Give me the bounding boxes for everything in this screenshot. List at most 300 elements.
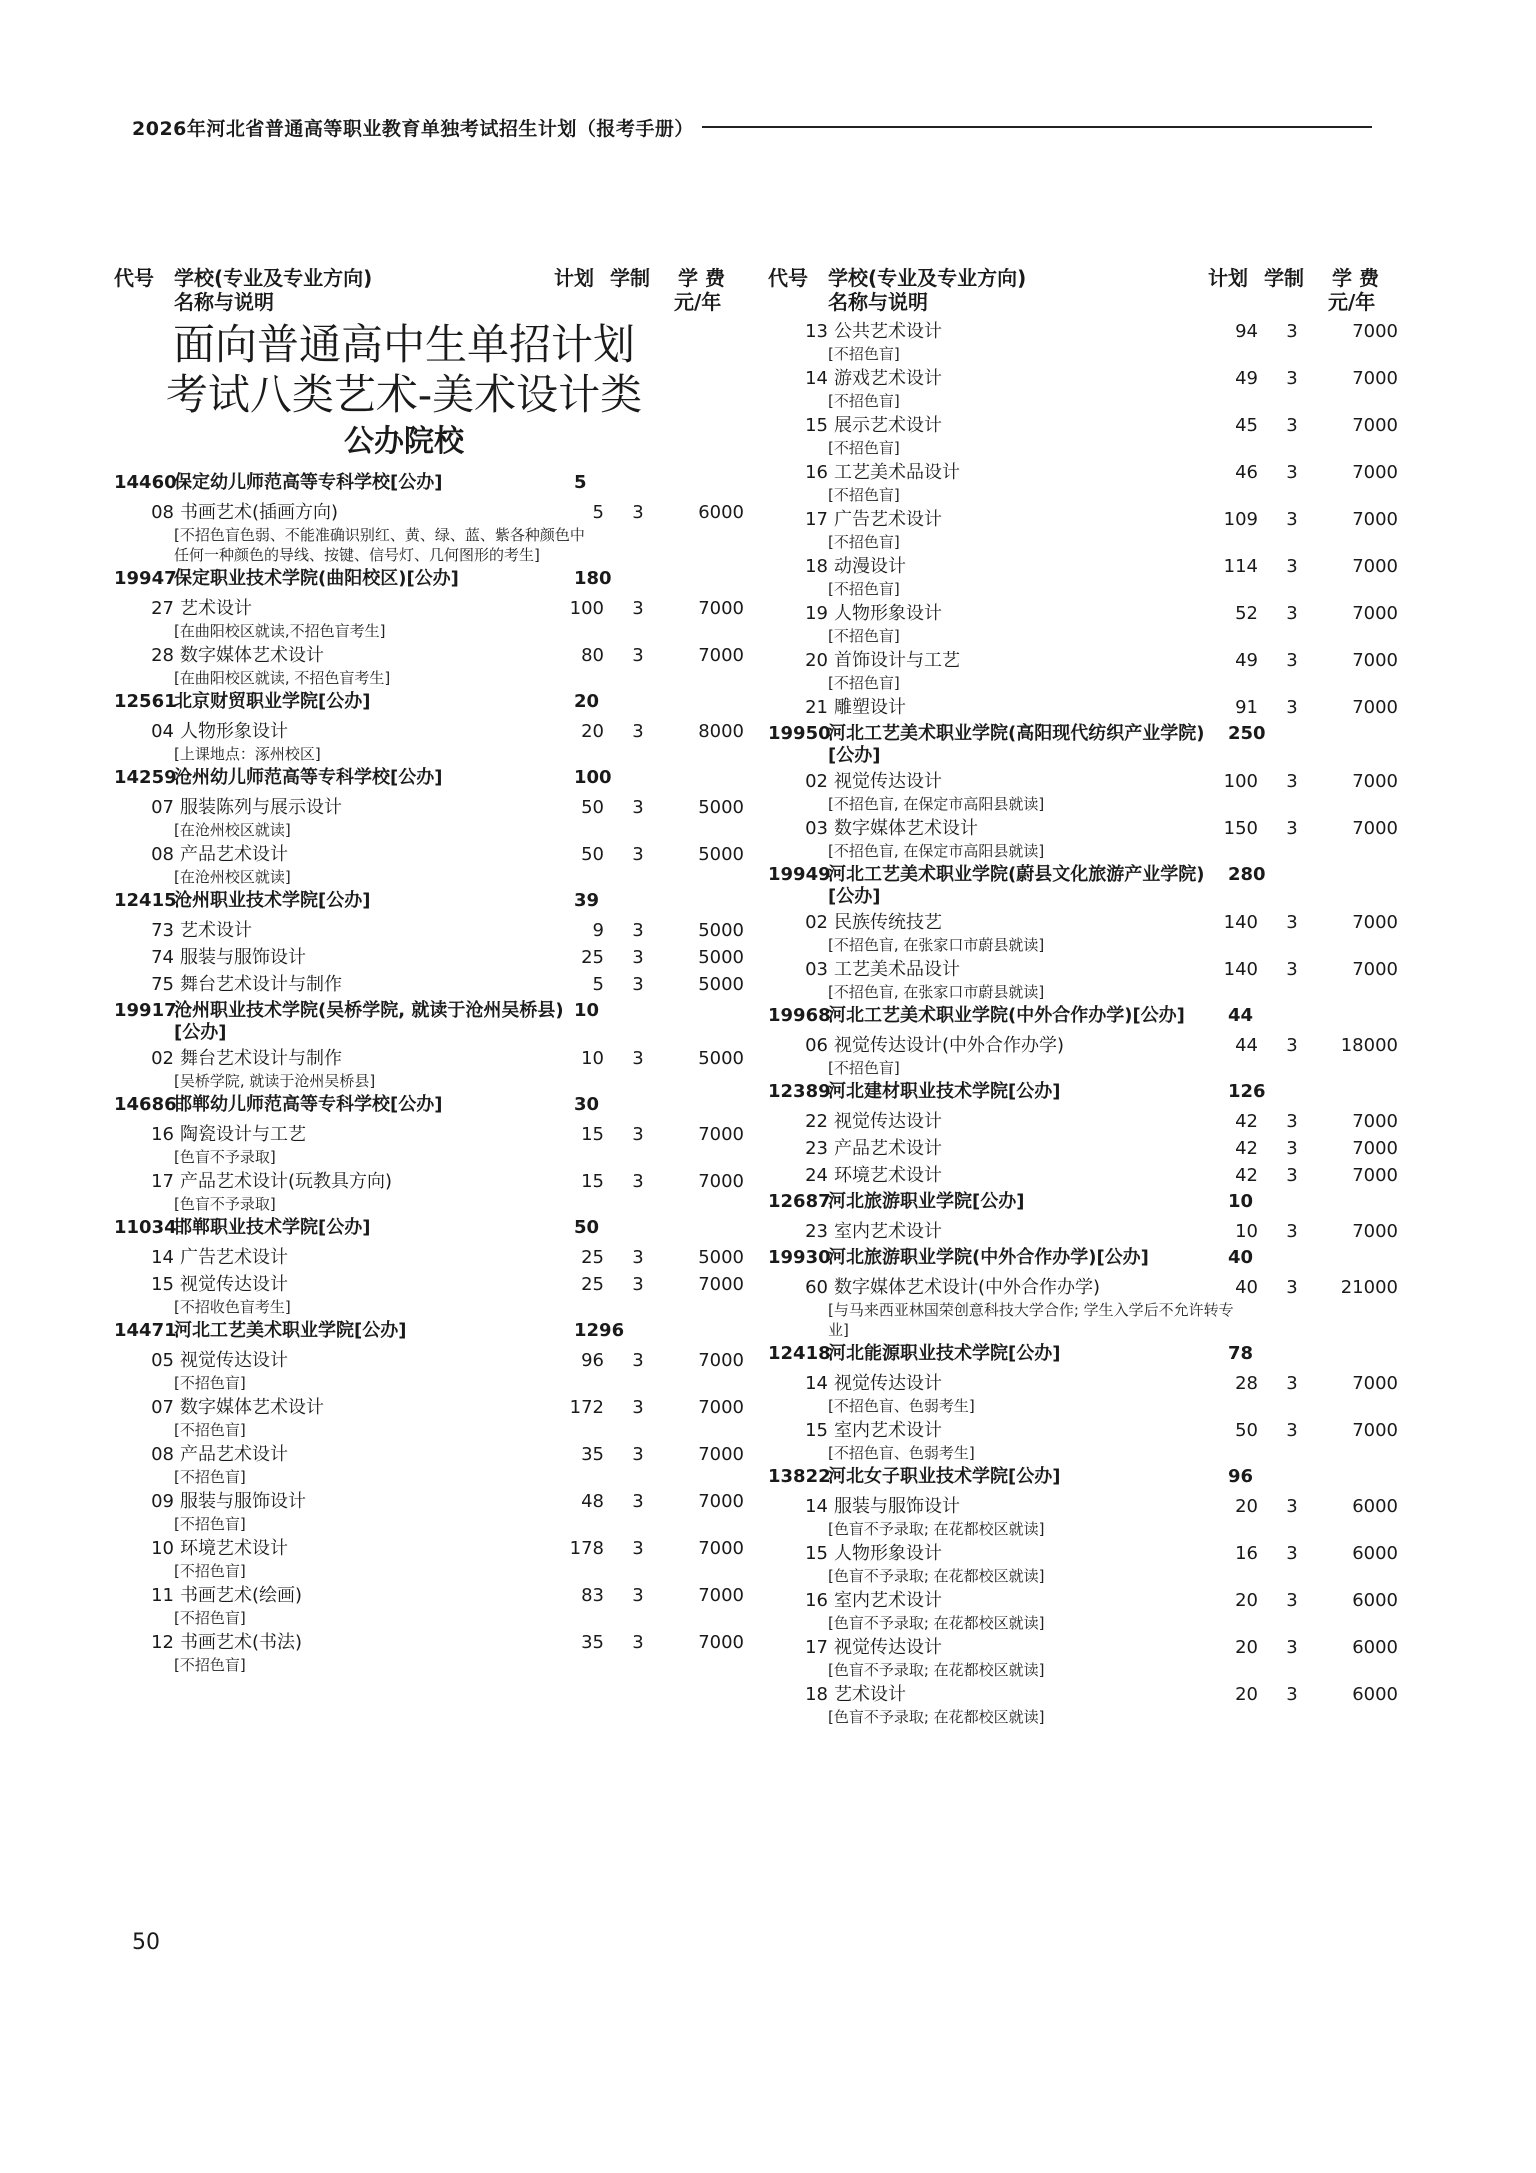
major-plan: 140: [1223, 959, 1258, 980]
major-name: 数字媒体艺术设计: [834, 818, 978, 839]
col-header-length: 学制: [610, 266, 650, 290]
major-length: 3: [632, 920, 644, 941]
column-header: [768, 262, 1388, 312]
major-length: 3: [632, 721, 644, 742]
major-fee: 7000: [698, 1397, 744, 1418]
major-plan: 25: [581, 947, 604, 968]
major-plan: 94: [1235, 321, 1258, 342]
major-note: [不招色盲]: [828, 627, 900, 645]
major-fee: 7000: [698, 1171, 744, 1192]
major-line: [768, 1419, 1398, 1443]
major-fee: 8000: [698, 721, 744, 742]
school-code: 12389: [768, 1081, 831, 1102]
major-line: [114, 796, 744, 820]
major-code: 18: [805, 1684, 828, 1705]
school-name: 河北女子职业技术学院[公办]: [828, 1466, 1061, 1487]
major-line: [768, 1636, 1398, 1660]
major-length: 3: [632, 974, 644, 995]
major-line: [768, 320, 1398, 344]
major-line: [768, 770, 1398, 794]
major-name: 视觉传达设计: [180, 1350, 288, 1371]
major-line: [768, 1220, 1398, 1244]
major-length: 3: [1286, 697, 1298, 718]
major-length: 3: [632, 947, 644, 968]
major-fee: 6000: [1352, 1590, 1398, 1611]
major-name: 人物形象设计: [834, 1543, 942, 1564]
major-length: 3: [1286, 771, 1298, 792]
major-plan: 15: [581, 1171, 604, 1192]
major-fee: 6000: [698, 502, 744, 523]
major-name: 视觉传达设计(中外合作办学): [834, 1035, 1065, 1056]
major-note: [色盲不予录取; 在花都校区就读]: [828, 1708, 1045, 1726]
major-row: [768, 367, 1398, 411]
major-fee: 5000: [698, 1247, 744, 1268]
major-row: [114, 1273, 744, 1317]
major-note: [不招色盲]: [828, 392, 900, 410]
major-row: [768, 1636, 1398, 1680]
major-row: [114, 1349, 744, 1393]
major-plan: 20: [1235, 1637, 1258, 1658]
major-note: [色盲不予录取; 在花都校区就读]: [828, 1520, 1045, 1538]
major-fee: 7000: [1352, 1373, 1398, 1394]
major-row: [768, 414, 1398, 458]
major-fee: 7000: [1352, 603, 1398, 624]
school-code: 19968: [768, 1005, 831, 1026]
major-fee: 7000: [698, 645, 744, 666]
school-code: 14686: [114, 1094, 177, 1115]
major-note: [不招色盲]: [828, 1059, 900, 1077]
major-fee: 7000: [698, 1124, 744, 1145]
major-row: [114, 1170, 744, 1214]
major-plan: 44: [1235, 1035, 1258, 1056]
major-name: 艺术设计: [180, 598, 252, 619]
major-line: [768, 1164, 1398, 1188]
major-length: 3: [632, 1632, 644, 1653]
major-fee: 6000: [1352, 1543, 1398, 1564]
major-fee: 7000: [1352, 509, 1398, 530]
major-row: [114, 1123, 744, 1167]
major-code: 05: [151, 1350, 174, 1371]
major-row: [114, 501, 744, 565]
major-length: 3: [632, 1124, 644, 1145]
major-length: 3: [1286, 1373, 1298, 1394]
major-plan: 10: [1235, 1221, 1258, 1242]
major-name: 人物形象设计: [834, 603, 942, 624]
col-header-fee: 学 费: [1332, 266, 1379, 290]
major-line: [114, 1490, 744, 1514]
major-name: 产品艺术设计: [180, 1444, 288, 1465]
major-length: 3: [1286, 1684, 1298, 1705]
major-plan: 50: [581, 844, 604, 865]
left-column: [114, 262, 744, 1675]
major-length: 3: [632, 1350, 644, 1371]
major-note: [不招色盲, 在张家口市蔚县就读]: [828, 983, 1045, 1001]
major-code: 24: [805, 1165, 828, 1186]
major-row: [114, 1443, 744, 1487]
major-row: [114, 973, 744, 997]
school-code: 19949: [768, 864, 831, 885]
major-note: [在曲阳校区就读, 不招色盲考生]: [174, 669, 391, 687]
major-code: 15: [805, 1543, 828, 1564]
major-row: [768, 1220, 1398, 1244]
major-code: 14: [151, 1247, 174, 1268]
major-note: [与马来西亚林国荣创意科技大学合作; 学生入学后不允许转专业]: [828, 1301, 1234, 1339]
major-name: 数字媒体艺术设计: [180, 1397, 324, 1418]
school-row: [114, 1094, 734, 1120]
major-fee: 7000: [698, 598, 744, 619]
major-length: 3: [1286, 1590, 1298, 1611]
page-number: 50: [132, 1930, 160, 1955]
major-note: [不招色盲]: [828, 533, 900, 551]
major-code: 14: [805, 1373, 828, 1394]
major-length: 3: [1286, 1496, 1298, 1517]
school-code: 19947: [114, 568, 177, 589]
major-code: 06: [805, 1035, 828, 1056]
col-header-fee: 学 费: [678, 266, 725, 290]
major-name: 公共艺术设计: [834, 321, 942, 342]
major-note: [不招色盲]: [828, 439, 900, 457]
major-length: 3: [632, 1274, 644, 1295]
major-note: [不招色盲, 在保定市高阳县就读]: [828, 795, 1045, 813]
major-line: [768, 367, 1398, 391]
major-note: [不招色盲]: [174, 1656, 246, 1674]
major-note: [不招色盲]: [174, 1468, 246, 1486]
major-fee: 7000: [1352, 912, 1398, 933]
major-name: 室内艺术设计: [834, 1221, 942, 1242]
major-line: [114, 644, 744, 668]
major-length: 3: [632, 1048, 644, 1069]
school-plan: 1296: [574, 1320, 625, 1341]
major-length: 3: [1286, 1221, 1298, 1242]
major-code: 21: [805, 697, 828, 718]
major-name: 数字媒体艺术设计: [180, 645, 324, 666]
major-note: [不招色盲]: [828, 580, 900, 598]
major-plan: 100: [569, 598, 604, 619]
major-fee: 5000: [698, 797, 744, 818]
major-name: 陶瓷设计与工艺: [180, 1124, 306, 1145]
major-length: 3: [632, 1585, 644, 1606]
school-name: 河北旅游职业学院(中外合作办学)[公办]: [828, 1247, 1149, 1268]
school-plan: 20: [574, 691, 600, 712]
major-plan: 80: [581, 645, 604, 666]
col-header-school: 学校(专业及专业方向): [828, 266, 1027, 290]
school-name: 沧州职业技术学院(吴桥学院, 就读于沧州吴桥县)[公办]: [174, 1000, 564, 1043]
major-length: 3: [1286, 959, 1298, 980]
major-name: 游戏艺术设计: [834, 368, 942, 389]
major-fee: 7000: [1352, 818, 1398, 839]
school-code: 19950: [768, 723, 831, 744]
major-plan: 25: [581, 1247, 604, 1268]
major-code: 74: [151, 947, 174, 968]
major-note: [不招收色盲考生]: [174, 1298, 291, 1316]
school-code: 14259: [114, 767, 177, 788]
col-header-length: 学制: [1264, 266, 1304, 290]
major-note: [在曲阳校区就读,不招色盲考生]: [174, 622, 386, 640]
major-name: 数字媒体艺术设计(中外合作办学): [834, 1277, 1101, 1298]
major-plan: 16: [1235, 1543, 1258, 1564]
major-plan: 178: [569, 1538, 604, 1559]
school-plan: 100: [574, 767, 612, 788]
major-length: 3: [1286, 1277, 1298, 1298]
major-length: 3: [632, 1491, 644, 1512]
major-fee: 7000: [698, 1274, 744, 1295]
major-row: [114, 1047, 744, 1091]
major-row: [114, 843, 744, 887]
major-fee: 7000: [698, 1350, 744, 1371]
major-length: 3: [1286, 462, 1298, 483]
major-line: [114, 1537, 744, 1561]
major-name: 人物形象设计: [180, 721, 288, 742]
school-name: 邯郸幼儿师范高等专科学校[公办]: [174, 1094, 443, 1115]
major-code: 60: [805, 1277, 828, 1298]
major-code: 15: [805, 415, 828, 436]
major-length: 3: [1286, 1420, 1298, 1441]
school-code: 19930: [768, 1247, 831, 1268]
major-code: 23: [805, 1138, 828, 1159]
major-code: 15: [805, 1420, 828, 1441]
major-row: [768, 817, 1398, 861]
major-note: [不招色盲]: [174, 1374, 246, 1392]
school-name: 保定职业技术学院(曲阳校区)[公办]: [174, 568, 459, 589]
major-line: [768, 414, 1398, 438]
major-name: 产品艺术设计: [834, 1138, 942, 1159]
major-line: [768, 817, 1398, 841]
major-length: 3: [632, 502, 644, 523]
major-note: [在沧州校区就读]: [174, 821, 291, 839]
major-code: 16: [805, 462, 828, 483]
major-plan: 28: [1235, 1373, 1258, 1394]
major-length: 3: [632, 598, 644, 619]
major-plan: 20: [1235, 1590, 1258, 1611]
major-code: 02: [805, 771, 828, 792]
major-plan: 109: [1223, 509, 1258, 530]
major-note: [在沧州校区就读]: [174, 868, 291, 886]
major-fee: 7000: [1352, 959, 1398, 980]
major-fee: 7000: [1352, 650, 1398, 671]
school-code: 12418: [768, 1343, 831, 1364]
major-name: 艺术设计: [180, 920, 252, 941]
major-name: 艺术设计: [834, 1684, 906, 1705]
major-name: 民族传统技艺: [834, 912, 942, 933]
major-length: 3: [632, 1397, 644, 1418]
major-length: 3: [1286, 1111, 1298, 1132]
major-fee: 7000: [1352, 1165, 1398, 1186]
school-plan: 39: [574, 890, 600, 911]
major-plan: 50: [1235, 1420, 1258, 1441]
major-note: [不招色盲色弱、不能准确识别红、黄、绿、蓝、紫各种颜色中任何一种颜色的导线、按键、信号灯、几何图形的考生]: [174, 526, 585, 564]
major-name: 书画艺术(绘画): [180, 1585, 303, 1606]
major-fee: 5000: [698, 974, 744, 995]
major-name: 广告艺术设计: [180, 1247, 288, 1268]
major-code: 14: [805, 368, 828, 389]
major-code: 08: [151, 502, 174, 523]
major-name: 服装与服饰设计: [180, 947, 306, 968]
major-row: [768, 1137, 1398, 1161]
major-name: 书画艺术(插画方向): [180, 502, 339, 523]
major-name: 室内艺术设计: [834, 1420, 942, 1441]
major-line: [768, 602, 1398, 626]
major-name: 产品艺术设计: [180, 844, 288, 865]
major-plan: 20: [1235, 1684, 1258, 1705]
major-plan: 5: [592, 502, 604, 523]
major-row: [114, 1584, 744, 1628]
major-plan: 114: [1223, 556, 1258, 577]
section-title: [114, 320, 734, 464]
major-length: 3: [1286, 912, 1298, 933]
col-header-desc: 名称与说明: [828, 290, 928, 314]
major-code: 09: [151, 1491, 174, 1512]
major-code: 10: [151, 1538, 174, 1559]
major-plan: 15: [581, 1124, 604, 1145]
major-row: [768, 320, 1398, 364]
major-fee: 6000: [1352, 1637, 1398, 1658]
school-name: 北京财贸职业学院[公办]: [174, 691, 371, 712]
major-line: [768, 1276, 1398, 1300]
major-line: [114, 946, 744, 970]
major-fee: 7000: [1352, 321, 1398, 342]
major-note: [不招色盲]: [174, 1421, 246, 1439]
school-name: 河北旅游职业学院[公办]: [828, 1191, 1025, 1212]
school-code: 13822: [768, 1466, 831, 1487]
header-rule: [702, 126, 1372, 128]
school-list-right: [768, 320, 1398, 1727]
major-length: 3: [1286, 1637, 1298, 1658]
major-note: [不招色盲]: [828, 345, 900, 363]
major-row: [768, 1419, 1398, 1463]
major-code: 11: [151, 1585, 174, 1606]
major-note: [不招色盲, 在张家口市蔚县就读]: [828, 936, 1045, 954]
right-column: [768, 262, 1398, 1727]
major-row: [114, 1396, 744, 1440]
school-plan: 126: [1228, 1081, 1266, 1102]
major-row: [768, 1372, 1398, 1416]
major-code: 07: [151, 797, 174, 818]
major-line: [768, 461, 1398, 485]
major-note: [不招色盲]: [174, 1609, 246, 1627]
major-length: 3: [1286, 603, 1298, 624]
major-line: [768, 508, 1398, 532]
col-header-code: 代号: [114, 266, 154, 290]
school-name: 河北工艺美术职业学院(蔚县文化旅游产业学院)[公办]: [828, 864, 1205, 907]
major-fee: 5000: [698, 1048, 744, 1069]
major-line: [114, 501, 744, 525]
major-line: [114, 973, 744, 997]
major-note: [不招色盲]: [828, 486, 900, 504]
major-plan: 40: [1235, 1277, 1258, 1298]
major-fee: 7000: [1352, 1111, 1398, 1132]
major-fee: 7000: [1352, 556, 1398, 577]
major-plan: 35: [581, 1632, 604, 1653]
major-note: [不招色盲]: [174, 1562, 246, 1580]
major-plan: 91: [1235, 697, 1258, 718]
major-fee: 7000: [698, 1444, 744, 1465]
major-plan: 49: [1235, 650, 1258, 671]
school-plan: 44: [1228, 1005, 1254, 1026]
major-length: 3: [632, 1247, 644, 1268]
major-name: 书画艺术(书法): [180, 1632, 303, 1653]
school-plan: 5: [574, 472, 587, 493]
major-row: [768, 508, 1398, 552]
major-fee: 7000: [1352, 462, 1398, 483]
col-header-school: 学校(专业及专业方向): [174, 266, 373, 290]
school-row: [114, 568, 734, 594]
major-code: 12: [151, 1632, 174, 1653]
major-fee: 7000: [1352, 1138, 1398, 1159]
running-header: [132, 112, 1372, 142]
major-length: 3: [1286, 368, 1298, 389]
school-row: [114, 691, 734, 717]
col-header-desc: 名称与说明: [174, 290, 274, 314]
major-name: 产品艺术设计(玩教具方向): [180, 1171, 393, 1192]
school-plan: 10: [1228, 1191, 1254, 1212]
major-code: 16: [805, 1590, 828, 1611]
major-code: 03: [805, 818, 828, 839]
major-note: [不招色盲]: [828, 674, 900, 692]
major-fee: 7000: [1352, 368, 1398, 389]
major-plan: 96: [581, 1350, 604, 1371]
major-note: [不招色盲, 在保定市高阳县就读]: [828, 842, 1045, 860]
col-header-plan: 计划: [554, 266, 594, 290]
major-line: [114, 720, 744, 744]
major-length: 3: [1286, 650, 1298, 671]
major-note: [色盲不予录取]: [174, 1195, 276, 1213]
major-length: 3: [632, 1444, 644, 1465]
major-plan: 42: [1235, 1111, 1258, 1132]
school-list-left: [114, 472, 744, 1675]
major-code: 15: [151, 1274, 174, 1295]
major-row: [114, 720, 744, 764]
col-header-fee-unit: 元/年: [1328, 290, 1376, 314]
major-code: 17: [805, 509, 828, 530]
school-row: [768, 864, 1388, 908]
school-plan: 96: [1228, 1466, 1254, 1487]
major-line: [768, 1372, 1398, 1396]
school-code: 19917: [114, 1000, 177, 1021]
header-title: 2026年河北省普通高等职业教育单独考试招生计划（报考手册）: [132, 117, 694, 140]
major-length: 3: [1286, 1165, 1298, 1186]
section-subtitle: 公办院校: [344, 424, 464, 459]
major-code: 23: [805, 1221, 828, 1242]
major-line: [114, 1047, 744, 1071]
major-code: 03: [805, 959, 828, 980]
major-row: [768, 1589, 1398, 1633]
major-plan: 50: [581, 797, 604, 818]
school-name: 河北工艺美术职业学院[公办]: [174, 1320, 407, 1341]
major-line: [114, 919, 744, 943]
school-name: 河北建材职业技术学院[公办]: [828, 1081, 1061, 1102]
major-note: [吴桥学院, 就读于沧州吴桥县]: [174, 1072, 376, 1090]
major-note: [不招色盲]: [174, 1515, 246, 1533]
major-code: 13: [805, 321, 828, 342]
major-length: 3: [1286, 509, 1298, 530]
major-fee: 5000: [698, 947, 744, 968]
major-line: [768, 555, 1398, 579]
major-name: 工艺美术品设计: [834, 462, 960, 483]
major-row: [114, 796, 744, 840]
major-name: 服装与服饰设计: [834, 1496, 960, 1517]
school-plan: 250: [1228, 723, 1266, 744]
major-name: 舞台艺术设计与制作: [180, 1048, 342, 1069]
major-fee: 7000: [1352, 1420, 1398, 1441]
major-length: 3: [1286, 818, 1298, 839]
school-name: 保定幼儿师范高等专科学校[公办]: [174, 472, 443, 493]
major-code: 08: [151, 844, 174, 865]
major-line: [114, 843, 744, 867]
school-row: [768, 1081, 1388, 1107]
col-header-fee-unit: 元/年: [674, 290, 722, 314]
major-code: 02: [151, 1048, 174, 1069]
major-row: [768, 1276, 1398, 1340]
